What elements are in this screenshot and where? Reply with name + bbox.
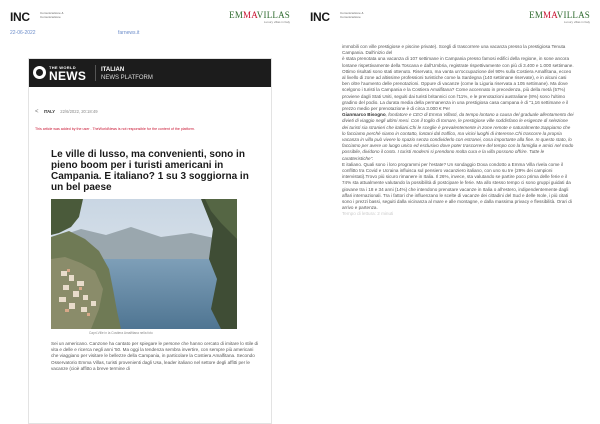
quote-paragraph — [342, 112, 574, 162]
article-body-left: Sei un americano. Canzone ha cantato per spiegare le persone che hanno cercato di imitare lo stile di vita e delle e ricerca negli anni '50. Ma oggi la tendenza sembra invertire, con sempre più americani che viaggiano per visitare le bellezze della Campania, in particolare la Costiera Amalfitana. Secondo Osservatorio Emma Villas, turisti provenienti dagli Usa, leader italiano nel settore degli affitti per le vacanze (cioè affitto a breve termine di — [51, 341, 259, 371]
platform-name-small: THE WORLD — [49, 65, 76, 70]
quote-author: Gianmarco Bisogno — [342, 112, 386, 118]
inc-subtitle-right: Comunicazione & Comunicazione — [340, 11, 364, 19]
emma-tagline: Luxury villas in Italy — [263, 20, 290, 24]
trailing-line: Tempo di lettura: 2 minuti — [342, 211, 394, 217]
emma-tagline-right: Luxury villas in Italy — [563, 20, 590, 24]
disclaimer-text: This article was added by the user . TheWorldNews is not responsible for the content of the platform. — [35, 127, 195, 131]
page-header — [10, 8, 290, 24]
emma-villas-logo-right: EMMAVILLAS — [529, 10, 590, 20]
inc-logo-right: INC — [310, 10, 330, 24]
paragraph-1: immobili con ville prestigiose e piscine private). Scegli di trascorrere una vacanza presso la prestigiosa Tenuta Campania. Dall'inizio del — [342, 44, 566, 56]
article-body-right — [342, 44, 574, 218]
article-headline: Le ville di lusso, ma convenienti, sono in pieno boom per i turisti americani in Campania. E italiano? 1 su 3 soggiorna in un bel paese — [51, 149, 249, 193]
platform-name-big: NEWS — [49, 69, 87, 83]
news-banner — [29, 59, 271, 87]
globe-icon — [33, 66, 46, 79]
inc-logo: INC — [10, 10, 30, 24]
paragraph-2: è stata prenotata una vacanza di 107 settimane in Campania presso famosi edifici della regione, in sone ancora lontane rispettivamente della Toscana e dall'Umbria, registrate rispettivamente con più di 3.400 e 1.000 settimane. Ottimo risultati sono stati ottenuto. Riservato, ma vanta un'occupazione del 90% sulla Costiera Amalfitana, ecceo al livello di zone ad altissime professioni turistiche come la Sardegna (140 settimane riservate), e in alcuni casi ben oltre l'aumento delle prenotazioni. Oppure di vacanze (come la Liguria riservata a 105 settimane). Ma dove scelgono i turisti la Campania e la Costiera Amalfitana? Come accennato in precedenza, più della metà (57%) proviene dagli Stati Uniti, seguiti dai turisti britannici con l'11%, e le prenotazioni australiane (8%) sono l'ultimo gradino del podio. La durata media della permanenza in una prestigiosa casa campana è di "1,16 settimane e il prezzo medio per prenotazione è di circa 3.000 € Per — [342, 56, 574, 112]
inc-subtitle: Comunicazione & Comunicazione — [40, 11, 64, 19]
quote-text: ti, da tempo lontano a causa del graduale allentamento dei divieti di viaggio negli ultimi mesi. Con il toglio di tornare, le prestigiose ville soddisfano le esigenze di selezione dei turisti sia stranieri che italiani.Chi le sceglie è prevalentemente in zone remote e naturalmente.Sappiamo che lo facciamo perché siamo in contatto, lontani dal traffico, ma vicini luoghi di interesse.Chi trascorre la propria vacanza in villa può vivere lo spazio senza condividerlo con estranei, cosa importante alla fine. In questo stato, lo facciamo per avere un luogo unico ed esclusivo dove poter trascorrere del tempo con la famiglia e amici nel modo possibile, dividono il costo. I turisti moderni si prendono molta cura e la villa possono offrire. Tutte le caratteristiche". — [342, 112, 574, 161]
page-header-right — [310, 8, 590, 24]
article-timestamp: 22/6/2022, 20:18:49 — [60, 109, 98, 114]
article-clipping — [28, 58, 272, 424]
quote-role: , fondatore e CEO di Emma Villas — [385, 112, 455, 118]
clipping-date: 22-06-2022 — [10, 30, 36, 36]
back-chevron-icon[interactable]: < — [35, 109, 39, 115]
emma-villas-logo: EMMAVILLAS — [229, 10, 290, 20]
paragraph-3: E italiano. Quali sono i loro programmi per l'estate? Un sondaggio Doxa condotto a Emma Villa rivela come il conflitto tra Covid e Ucraina influisca sul pensiero vacanziero italiano, con uno su tre (29% dei campioni intervistati).Trovo più sicuro rimanere in Italia. Il 26%, invece, sta valutando se partire poco prima delle ferie e il 74% sta attualmente valutando la possibilità di postcipare le ferie. Ma allo stesso tempo ci sono gruppi guidati da giovane tra i 18 e 34 anni (14%) che intendono prenotare vacanze in Italia o all'estero, indipendentemente dagli affari internazionali. Tra i fattori che influenzano le scelte di vacanze dei cittadini del Sud e delle Isole, i più citati sono i prezzi bassi, seguiti dalla vicinanza al mare e alle montagne, e dalla massima privacy e flessibilità. Orari di arrivo e partenza. — [342, 161, 572, 211]
coastal-photo — [51, 199, 237, 329]
clipping-source: farnews.it — [118, 30, 140, 36]
coast-illustration — [51, 199, 237, 329]
photo-caption: Capri-Ville in la Costiera Amalfitana nella foto — [89, 331, 153, 335]
breadcrumb — [35, 109, 98, 115]
banner-title: ITALIAN NEWS PLATFORM — [101, 67, 153, 81]
page-right — [300, 0, 600, 424]
category-label[interactable]: ITALY — [43, 109, 56, 114]
banner-divider — [95, 65, 96, 81]
